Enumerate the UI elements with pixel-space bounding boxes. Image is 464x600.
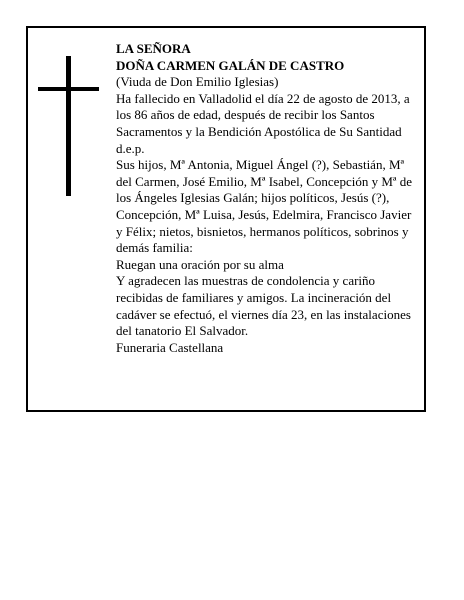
widow-subtitle: (Viuda de Don Emilio Iglesias) bbox=[116, 74, 279, 90]
notice-title: LA SEÑORA bbox=[116, 41, 191, 56]
obituary-notice bbox=[26, 26, 426, 412]
family-paragraph: Sus hijos, Mª Antonia, Miguel Ángel (?), Sebastián, Mª del Carmen, José Emilio, Mª Isabel, Concepción y Mª de los Ángeles Iglesias Galán; hijos políticos, Jesús (?), Concepción, Mª Luisa, Jesús, Edelmira, Francisco Javier y Félix; nietos, bisnietos, hermanos políticos, sobrinos y demás familia: bbox=[116, 157, 413, 256]
deceased-name: DOÑA CARMEN GALÁN DE CASTRO bbox=[116, 57, 345, 73]
dep-label: d.e.p. bbox=[116, 140, 145, 156]
prayer-request: Ruegan una oración por su alma bbox=[116, 256, 284, 272]
death-paragraph: Ha fallecido en Valladolid el día 22 de agosto de 2013, a los 86 años de edad, después de recibir los Santos Sacramentos y la Bendición Apostólica de Su Santidad bbox=[116, 90, 410, 139]
cross-vertical-bar bbox=[66, 56, 71, 196]
obituary-text bbox=[116, 41, 412, 356]
funeral-home: Funeraria Castellana bbox=[116, 339, 224, 355]
cross-horizontal-bar bbox=[38, 87, 99, 91]
thanks-paragraph: Y agradecen las muestras de condolencia y cariño recibidas de familiares y amigos. La incineración del cadáver se efectuó, el viernes día 23, en las instalaciones del tanatorio El Salvador. bbox=[116, 273, 411, 339]
